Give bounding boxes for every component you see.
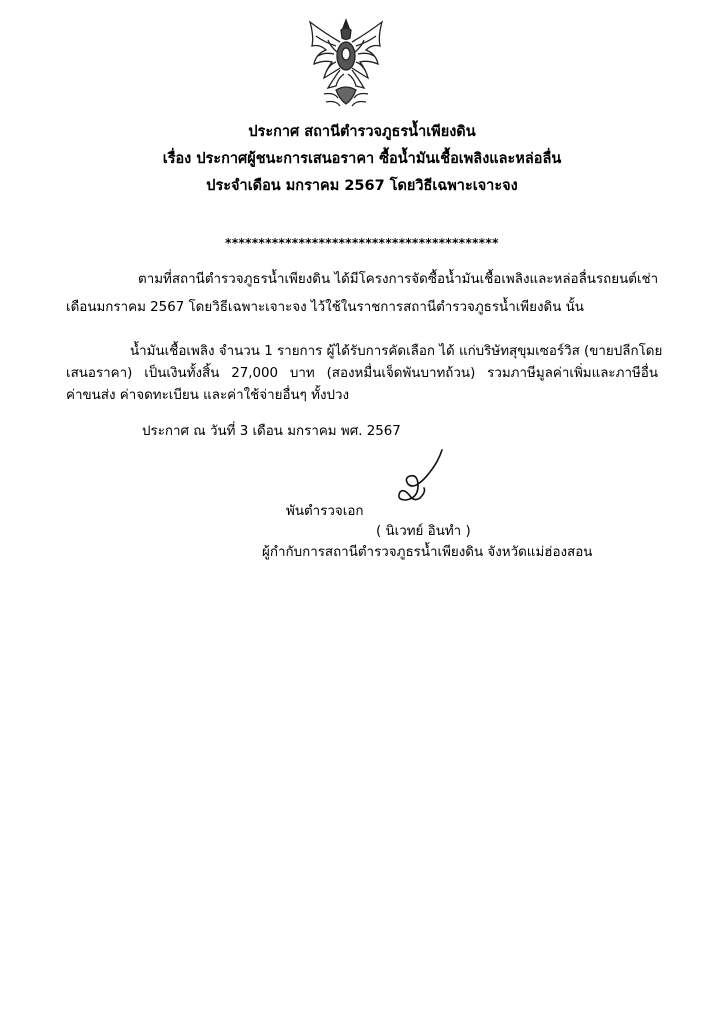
signatory-rank: พันตำรวจเอก [286, 504, 364, 519]
title-period: ประจำเดือน มกราคม 2567 โดยวิธีเฉพาะเจาะจง [206, 178, 518, 194]
signatory-name: ( นิเวทย์ อินทำ ) [376, 524, 471, 539]
handwritten-signature [388, 448, 450, 510]
paragraph1-line1: ตามที่สถานีตำรวจภูธรน้ำเพียงดิน ได้มีโครงการจัดซื้อน้ำมันเชื้อเพลิงและหล่อลื่นรถยนต์เช่า [138, 272, 659, 287]
title-subject: เรื่อง ประกาศผู้ชนะการเสนอราคา ซื้อน้ำมันเชื้อเพลิงและหล่อลื่น [162, 151, 562, 167]
separator-asterisks: ***************************************** [225, 236, 499, 250]
garuda-emblem [306, 16, 386, 112]
title-announcement: ประกาศ สถานีตำรวจภูธรน้ำเพียงดิน [248, 124, 476, 140]
paragraph2-line3: ค่าขนส่ง ค่าจดทะเบียน และค่าใช้จ่ายอื่นๆ ทั้งปวง [66, 388, 350, 403]
paragraph1-line2: เดือนมกราคม 2567 โดยวิธีเฉพาะเจาะจง ไว้ใช้ในราชการสถานีตำรวจภูธรน้ำเพียงดิน นั้น [66, 300, 584, 315]
paragraph2-line1: น้ำมันเชื้อเพลิง จำนวน 1 รายการ ผู้ได้รับการคัดเลือก ได้ แก่บริษัทสุขุมเซอร์วิส (ขายปลีกโดย [130, 344, 663, 359]
announcement-date: ประกาศ ณ วันที่ 3 เดือน มกราคม พศ. 2567 [142, 424, 401, 439]
paragraph2-line2: เสนอราคา) เป็นเงินทั้งสิ้น 27,000 บาท (สองหมื่นเจ็ดพันบาทถ้วน) รวมภาษีมูลค่าเพิ่มและภาษีอื่น [66, 366, 658, 381]
signatory-position: ผู้กำกับการสถานีตำรวจภูธรน้ำเพียงดิน จังหวัดแม่ฮ่องสอน [262, 545, 593, 560]
